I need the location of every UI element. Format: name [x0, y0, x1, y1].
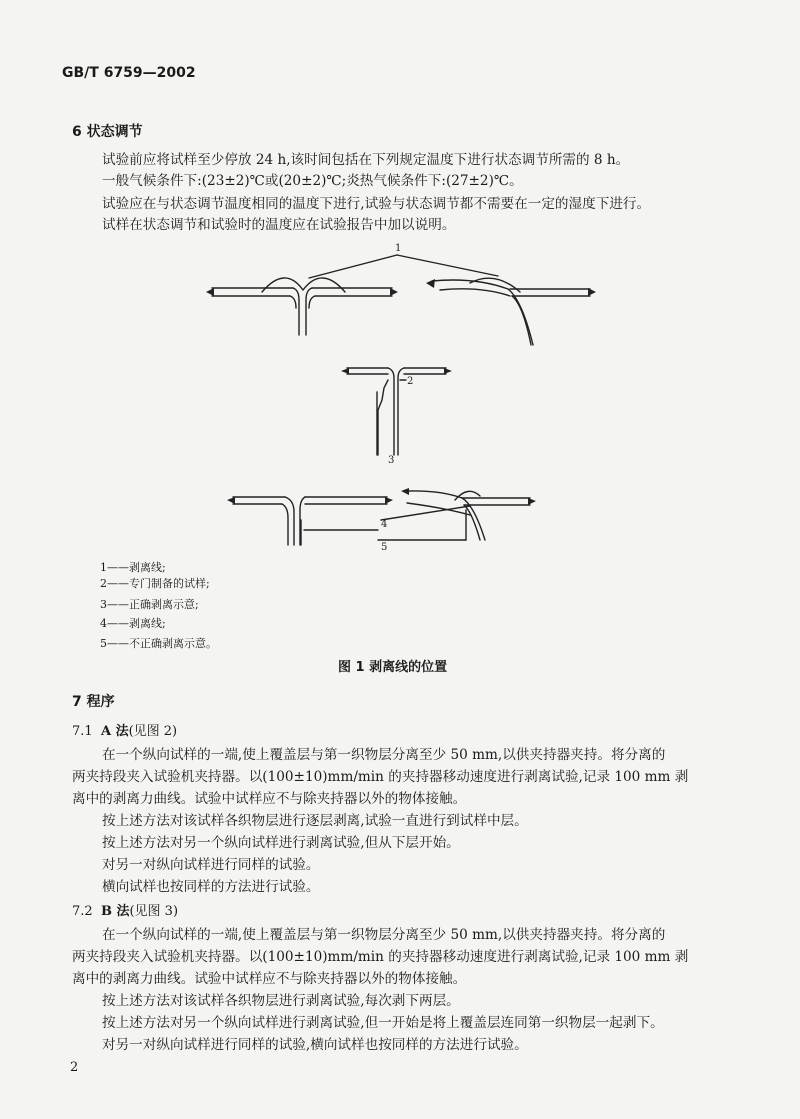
clause-7-1-line-1: 在一个纵向试样的一端,使上覆盖层与第一织物层分离至少 50 mm,以供夹持器夹持。将分离的	[102, 747, 666, 763]
peel-line-diagram	[0, 235, 800, 555]
legend-item-4: 4——剥离线;	[100, 617, 166, 630]
clause-7-2-line-2: 两夹持段夹入试验机夹持器。以(100±10)mm/min 的夹持器移动速度进行剥离试验,记录 100 mm 剥	[72, 949, 689, 965]
legend-item-3: 3——正确剥离示意;	[100, 598, 199, 611]
clause-7-2-line-1: 在一个纵向试样的一端,使上覆盖层与第一织物层分离至少 50 mm,以供夹持器夹持。将分离的	[102, 927, 666, 943]
section-6-heading: 6 状态调节	[72, 124, 143, 140]
callout-5: 5	[381, 542, 388, 553]
callout-3: 3	[388, 455, 395, 466]
middle-specimen	[341, 368, 452, 455]
clause-7-2-number: 7.2	[72, 904, 93, 919]
clause-7-1-line-5: 按上述方法对另一个纵向试样进行剥离试验,但从下层开始。	[102, 835, 460, 851]
section-6-para-1: 试验前应将试样至少停放 24 h,该时间包括在下列规定温度下进行状态调节所需的 8 h。	[102, 152, 630, 168]
callout-2: 2	[407, 376, 414, 387]
section-6-para-3: 试验应在与状态调节温度相同的温度下进行,试验与状态调节都不需要在一定的湿度下进行。	[102, 196, 651, 212]
clause-7-2-line-4: 按上述方法对该试样各织物层进行剥离试验,每次剥下两层。	[102, 993, 460, 1009]
clause-7-2-line-3: 离中的剥离力曲线。试验中试样应不与除夹持器以外的物体接触。	[72, 971, 467, 987]
legend-item-5: 5——不正确剥离示意。	[100, 637, 217, 650]
clause-7-1-ref: (见图 2)	[128, 724, 178, 739]
callout-1: 1	[395, 243, 402, 254]
clause-7-2-heading	[72, 900, 178, 919]
callout-4: 4	[381, 519, 388, 530]
clause-7-1-line-4: 按上述方法对该试样各织物层进行逐层剥离,试验一直进行到试样中层。	[102, 813, 528, 829]
clause-7-2-line-6: 对另一对纵向试样进行同样的试验,横向试样也按同样的方法进行试验。	[102, 1037, 528, 1053]
top-left-specimen	[206, 278, 398, 335]
section-6-para-2: 一般气候条件下:(23±2)℃或(20±2)℃;炎热气候条件下:(27±2)℃。	[102, 173, 523, 189]
clause-7-1-number: 7.1	[72, 724, 93, 739]
clause-7-1-heading	[72, 720, 177, 739]
clause-7-1-line-6: 对另一对纵向试样进行同样的试验。	[102, 857, 320, 873]
legend-item-1: 1——剥离线;	[100, 561, 166, 574]
clause-7-2-line-5: 按上述方法对另一个纵向试样进行剥离试验,但一开始是将上覆盖层连同第一织物层一起剥下。	[102, 1015, 664, 1031]
clause-7-1-line-2: 两夹持段夹入试验机夹持器。以(100±10)mm/min 的夹持器移动速度进行剥离试验,记录 100 mm 剥	[72, 769, 689, 785]
section-6-para-4: 试样在状态调节和试验时的温度应在试验报告中加以说明。	[102, 217, 456, 233]
top-right-specimen	[426, 278, 596, 345]
clause-7-1-line-7: 横向试样也按同样的方法进行试验。	[102, 879, 320, 895]
bottom-left-specimen	[227, 497, 393, 545]
clause-7-1-title: A 法	[100, 724, 129, 739]
clause-7-1-line-3: 离中的剥离力曲线。试验中试样应不与除夹持器以外的物体接触。	[72, 791, 467, 807]
legend-item-2: 2——专门制备的试样;	[100, 577, 210, 590]
clause-7-2-title: B 法	[100, 904, 130, 919]
figure-caption: 图 1 剥离线的位置	[338, 660, 448, 675]
standard-number: GB/T 6759—2002	[62, 65, 196, 81]
clause-7-2-ref: (见图 3)	[129, 904, 179, 919]
page-number: 2	[70, 1060, 79, 1075]
section-7-heading: 7 程序	[72, 694, 115, 710]
